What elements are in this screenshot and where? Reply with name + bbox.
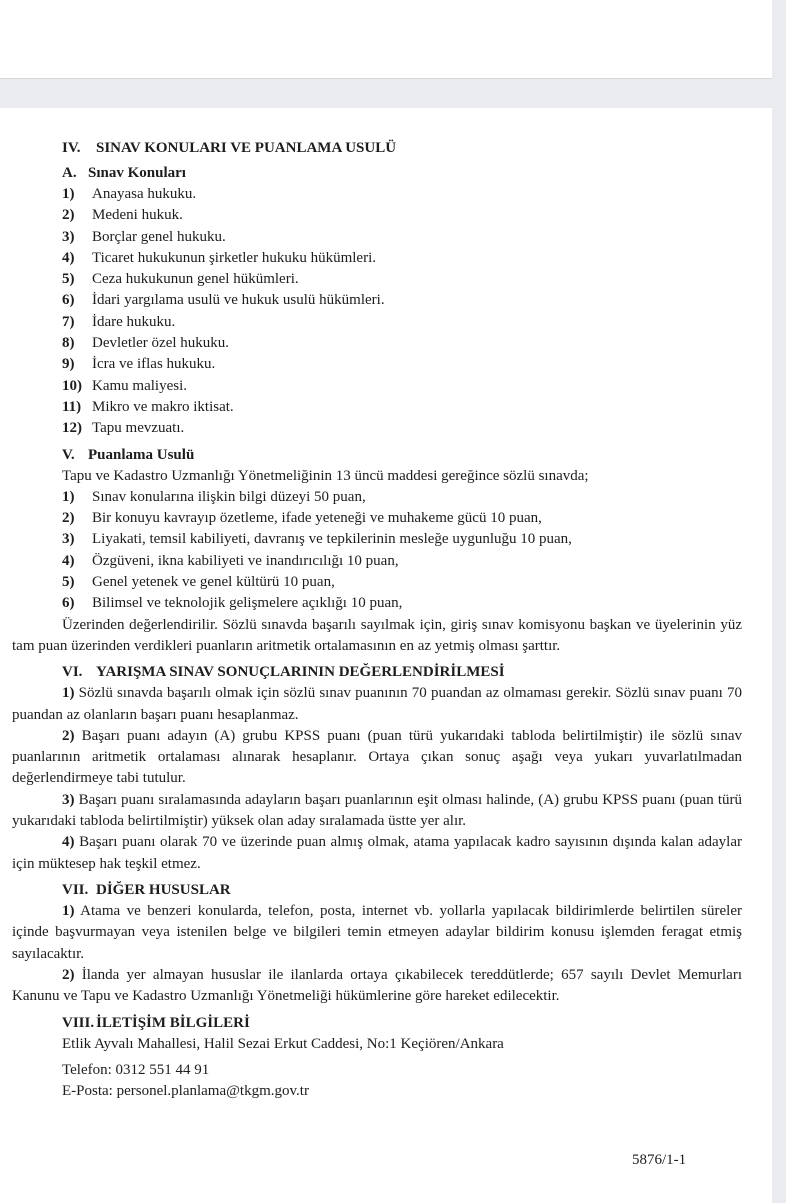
list-item: 2) Bir konuyu kavrayıp özetleme, ifade yeteneği ve muhakeme gücü 10 puan, bbox=[62, 510, 542, 527]
scoring-intro: Tapu ve Kadastro Uzmanlığı Yönetmeliğinin 13 üncü maddesi gereğince sözlü sınavda; bbox=[62, 467, 589, 484]
section-number: IV. bbox=[62, 140, 81, 156]
section-title: Puanlama Usulü bbox=[88, 446, 195, 463]
section-title: DİĞER HUSUSLAR bbox=[96, 881, 231, 898]
list-item: 7) İdare hukuku. bbox=[62, 313, 176, 330]
scoring-closing: Üzerinden değerlendirilir. Sözlü sınavda başarılı sayılmak için, giriş sınav komisyonu başkan ve üyelerinin yüz tam puan üzerinden verdikleri puanların aritmetik ortalamasının en az yetmiş olması şarttır. bbox=[12, 616, 742, 654]
contact-address: Etlik Ayvalı Mahallesi, Halil Sezai Erkut Caddesi, No:1 Keçiören/Ankara bbox=[62, 1036, 504, 1053]
paragraph: 4) Başarı puanı olarak 70 ve üzerinde puan almış olmak, atama yapılacak kadro sayısının dışında kalan adaylar için müktesep hak teşkil etmez. bbox=[12, 834, 742, 872]
section-v-heading bbox=[12, 445, 742, 466]
section-number: VI. bbox=[62, 664, 83, 681]
section-viii-heading bbox=[12, 1013, 742, 1034]
list-item: 8) Devletler özel hukuku. bbox=[62, 335, 230, 352]
section-title: YARIŞMA SINAV SONUÇLARININ DEĞERLENDİRİLMESİ bbox=[96, 664, 505, 681]
previous-page bbox=[0, 0, 772, 79]
list-item: 4) Özgüveni, ikna kabiliyeti ve inandırıcılığı 10 puan, bbox=[62, 552, 399, 569]
section-number: VIII. bbox=[62, 1015, 95, 1032]
section-number: V. bbox=[62, 446, 75, 463]
list-item: 4) Ticaret hukukunun şirketler hukuku hükümleri. bbox=[62, 249, 376, 266]
exam-topics-list bbox=[12, 184, 742, 440]
list-item: 5) Ceza hukukunun genel hükümleri. bbox=[62, 271, 299, 288]
list-item: 9) İcra ve iflas hukuku. bbox=[62, 356, 216, 373]
paragraph: 3) Başarı puanı sıralamasında adayların başarı puanlarının eşit olması halinde, (A) grubu KPSS puanı (puan türü yukarıdaki tabloda belirtilmiştir) yüksek olan aday sıralamada üstte yer alır. bbox=[12, 791, 742, 830]
contact-phone: Telefon: 0312 551 44 91 bbox=[62, 1061, 210, 1078]
section-number: VII. bbox=[62, 881, 89, 898]
paragraph: 1) Sözlü sınavda başarılı olmak için sözlü sınav puanının 70 puandan az olmaması gerekir. Sözlü sınav puanı 70 puandan az olanların başarı puanı hesaplanmaz. bbox=[12, 685, 742, 723]
list-item: 11) Mikro ve makro iktisat. bbox=[62, 398, 234, 415]
subsection-a-heading bbox=[12, 163, 742, 184]
section-vii-heading bbox=[12, 880, 742, 901]
document-content bbox=[12, 138, 742, 1102]
list-item: 6) Bilimsel ve teknolojik gelişmelere açıklığı 10 puan, bbox=[62, 595, 403, 612]
list-item: 3) Borçlar genel hukuku. bbox=[62, 228, 226, 245]
paragraph: 1) Atama ve benzeri konularda, telefon, posta, internet vb. yollarla yapılacak bildirimlerde belirtilen süreler içinde başvurmayan veya istenilen belge ve bilgileri temin etmeyen adaylar bildirim konusu işlemden feragat etmiş sayılacaktır. bbox=[12, 902, 742, 962]
list-item: 1) Sınav konularına ilişkin bilgi düzeyi 50 puan, bbox=[62, 488, 366, 505]
list-item: 5) Genel yetenek ve genel kültürü 10 puan, bbox=[62, 574, 335, 591]
paragraph: 2) Başarı puanı adayın (A) grubu KPSS puanı (puan türü yukarıdaki tabloda belirtilmiştir) ile sözlü sınav puanlarının aritmetik ortalaması alınarak hesaplanır. Ortaya çıkan sonuç aşağı veya yukarı yuvarlatılmadan değerlendirmeye tabi tutulur. bbox=[12, 727, 742, 787]
paragraph: 2) İlanda yer almayan hususlar ile ilanlarda ortaya çıkabilecek tereddütlerde; 657 sayılı Devlet Memurları Kanunu ve Tapu ve Kadastro Uzmanlığı Yönetmeliği hükümlerine göre hareket edilecektir. bbox=[12, 966, 742, 1005]
section-vi-heading bbox=[12, 662, 742, 683]
list-item: 12) Tapu mevzuatı. bbox=[62, 420, 185, 437]
list-item: 6) İdari yargılama usulü ve hukuk usulü hükümleri. bbox=[62, 292, 385, 309]
scoring-list bbox=[12, 487, 742, 615]
subsection-title: Sınav Konuları bbox=[88, 165, 186, 181]
section-iv-heading bbox=[12, 138, 742, 159]
list-item: 2) Medeni hukuk. bbox=[62, 207, 183, 224]
list-item: 1) Anayasa hukuku. bbox=[62, 186, 197, 202]
section-title: İLETİŞİM BİLGİLERİ bbox=[96, 1015, 250, 1032]
contact-email[interactable]: E-Posta: personel.planlama@tkgm.gov.tr bbox=[62, 1082, 309, 1099]
section-title: SINAV KONULARI VE PUANLAMA USULÜ bbox=[96, 140, 397, 156]
list-item: 3) Liyakati, temsil kabiliyeti, davranış ve tepkilerinin mesleğe uygunluğu 10 puan, bbox=[62, 531, 572, 548]
document-code: 5876/1-1 bbox=[632, 1152, 687, 1168]
subsection-number: A. bbox=[62, 165, 77, 181]
list-item: 10) Kamu maliyesi. bbox=[62, 377, 187, 394]
